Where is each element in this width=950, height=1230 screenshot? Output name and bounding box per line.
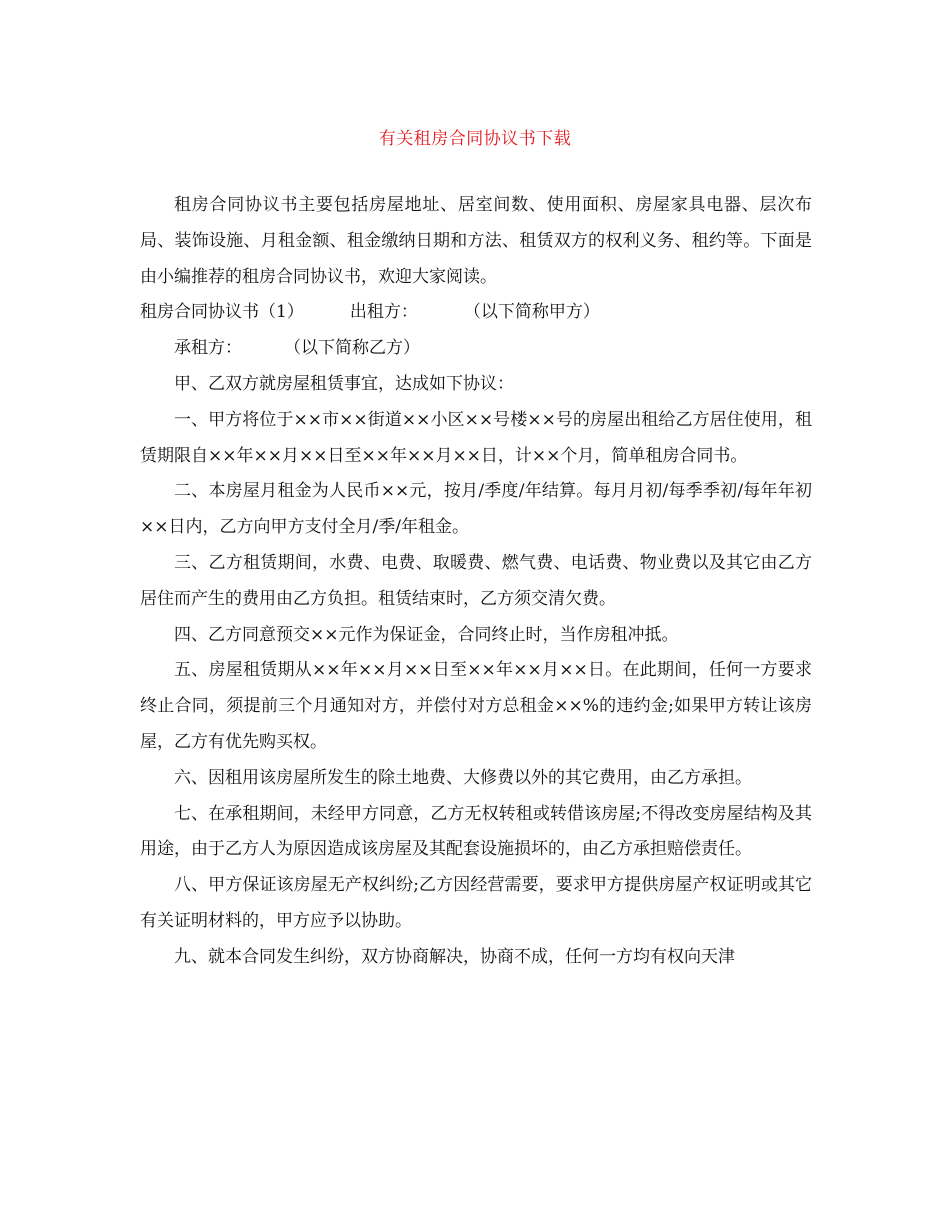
clause-paragraph: 四、乙方同意预交××元作为保证金，合同终止时，当作房租冲抵。 <box>174 624 679 645</box>
clause-paragraph: 六、因租用该房屋所发生的除土地费、大修费以外的其它费用，由乙方承担。 <box>174 767 752 788</box>
lessee-label: 承租方： <box>174 338 242 359</box>
lessee-note: （以下简称乙方） <box>284 338 420 359</box>
document-body <box>140 188 812 976</box>
contract-heading: 租房合同协议书（1） <box>140 302 304 323</box>
contract-heading-line <box>140 295 812 331</box>
clause-paragraph: 七、在承租期间，未经甲方同意，乙方无权转租或转借该房屋;不得改变房屋结构及其用途，由于乙方人为原因造成该房屋及其配套设施损坏的，由乙方承担赔偿责任。 <box>140 803 812 860</box>
agreement-line: 甲、乙双方就房屋租赁事宜，达成如下协议： <box>174 373 514 394</box>
lessor-label: 出租方： <box>349 302 418 323</box>
clause-paragraph: 二、本房屋月租金为人民币××元，按月/季度/年结算。每月月初/每季季初/每年年初××日内，乙方向甲方支付全月/季/年租金。 <box>140 481 812 538</box>
lessor-note: （以下简称甲方） <box>463 302 600 323</box>
document-title: 有关租房合同协议书下载 <box>378 129 572 149</box>
lessee-line <box>140 331 812 367</box>
clause-paragraph: 九、就本合同发生纠纷，双方协商解决，协商不成，任何一方均有权向天津 <box>174 946 735 967</box>
intro-paragraph: 租房合同协议书主要包括房屋地址、居室间数、使用面积、房屋家具电器、层次布局、装饰设施、月租金额、租金缴纳日期和方法、租赁双方的权利义务、租约等。下面是由小编推荐的租房合同协议书，欢迎大家阅读。 <box>140 195 812 287</box>
clause-paragraph: 三、乙方租赁期间，水费、电费、取暖费、燃气费、电话费、物业费以及其它由乙方居住而产生的费用由乙方负担。租赁结束时，乙方须交清欠费。 <box>140 552 812 609</box>
clause-paragraph: 五、房屋租赁期从××年××月××日至××年××月××日。在此期间，任何一方要求终止合同，须提前三个月通知对方，并偿付对方总租金××%的违约金;如果甲方转让该房屋，乙方有优先购买权。 <box>140 660 812 752</box>
clause-paragraph: 一、甲方将位于××市××街道××小区××号楼××号的房屋出租给乙方居住使用，租赁期限自××年××月××日至××年××月××日，计××个月，简单租房合同书。 <box>140 409 812 466</box>
clause-paragraph: 八、甲方保证该房屋无产权纠纷;乙方因经营需要，要求甲方提供房屋产权证明或其它有关证明材料的，甲方应予以协助。 <box>140 875 812 931</box>
